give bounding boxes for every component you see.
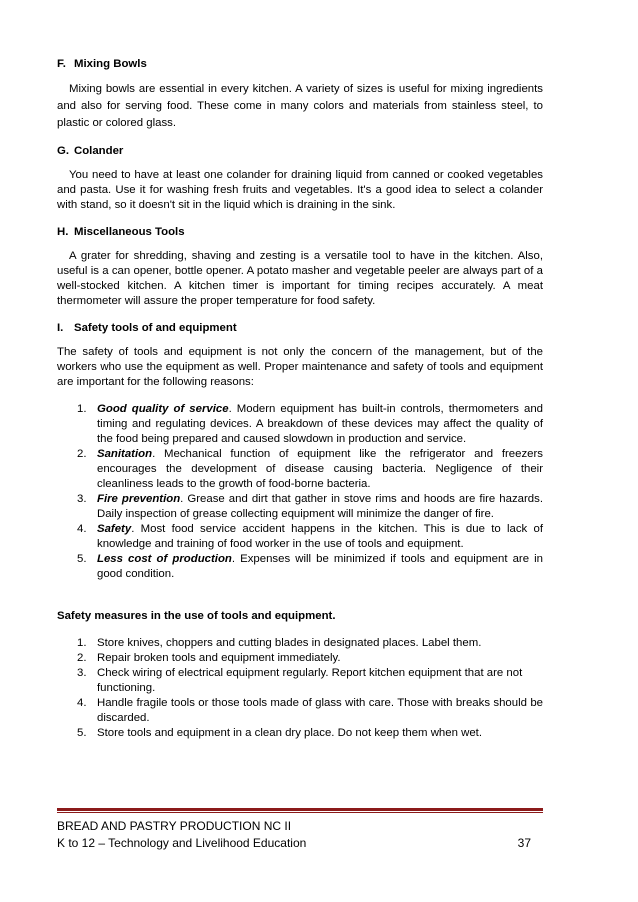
list-item: 1. Good quality of service. Modern equipment has built-in controls, thermometers and timing and regulating devices. A breakdown of these devices may affect the quality of the food being prepared and caused slowdown in production and service.: [77, 403, 543, 445]
section-heading-mixing-bowls: F. Mixing Bowls: [57, 58, 147, 70]
miscellaneous-tools-paragraph: A grater for shredding, shaving and zesting is a versatile tool to have in the kitchen. Also, useful is a can opener, bottle opener. A potato masher and vegetable peeler are always part of a well-stocked kitchen. A kitchen timer is important for timing recipes accurately. A meat thermometer will assure the proper temperature for food safety.: [57, 250, 543, 307]
footer-rule-thick: [57, 808, 543, 811]
safety-reasons-list: [57, 402, 543, 582]
safety-measures-heading: Safety measures in the use of tools and equipment.: [57, 610, 336, 622]
footer-course-title: BREAD AND PASTRY PRODUCTION NC II: [57, 819, 292, 833]
section-heading-colander: G. Colander: [57, 145, 124, 157]
section-heading-safety-tools: I. Safety tools of and equipment: [57, 322, 237, 334]
list-item: 2. Sanitation. Mechanical function of equipment like the refrigerator and freezers encourages the development of disease causing bacteria. Negligence of their cleanliness leads to the growth of food-borne bacteria.: [77, 448, 543, 490]
list-item: 3. Fire prevention. Grease and dirt that gather in stove rims and hoods are fire hazards. Daily inspection of grease collecting equipment will minimize the danger of fire.: [77, 493, 543, 520]
footer-subject: K to 12 – Technology and Livelihood Education: [57, 836, 307, 850]
mixing-bowls-paragraph: Mixing bowls are essential in every kitchen. A variety of sizes is useful for mixing ingredients and also for serving food. These come in many colors and materials from stainless steel, to plastic or colored glass.: [57, 83, 543, 129]
safety-intro-paragraph: The safety of tools and equipment is not only the concern of the management, but of the workers who use the equipment as well. Proper maintenance and safety of tools and equipment are important for the following reasons:: [57, 346, 543, 388]
colander-paragraph: You need to have at least one colander for draining liquid from canned or cooked vegetables and pasta. Use it for washing fresh fruits and vegetables. It's a good idea to select a colander with stand, so it doesn't sit in the liquid which is draining in the sink.: [57, 169, 543, 211]
list-item: 4. Handle fragile tools or those tools made of glass with care. Those with breaks should be discarded.: [77, 697, 543, 724]
page-number: 37: [517, 836, 531, 850]
safety-measures-list: [57, 636, 543, 741]
page-content: [57, 57, 543, 741]
footer-rule-thin: [57, 812, 543, 813]
list-item: 4. Safety. Most food service accident happens in the kitchen. This is due to lack of knowledge and training of food worker in the use of tools and equipment.: [77, 523, 543, 550]
page-footer: [57, 818, 543, 852]
list-item: 2. Repair broken tools and equipment immediately.: [77, 652, 341, 664]
list-item: 3. Check wiring of electrical equipment regularly. Report kitchen equipment that are not functioning.: [77, 667, 523, 694]
list-item: 1. Store knives, choppers and cutting blades in designated places. Label them.: [77, 637, 482, 649]
list-item: 5. Store tools and equipment in a clean dry place. Do not keep them when wet.: [77, 727, 482, 739]
section-heading-miscellaneous-tools: H. Miscellaneous Tools: [57, 226, 185, 238]
list-item: 5. Less cost of production. Expenses will be minimized if tools and equipment are in good condition.: [77, 553, 543, 580]
